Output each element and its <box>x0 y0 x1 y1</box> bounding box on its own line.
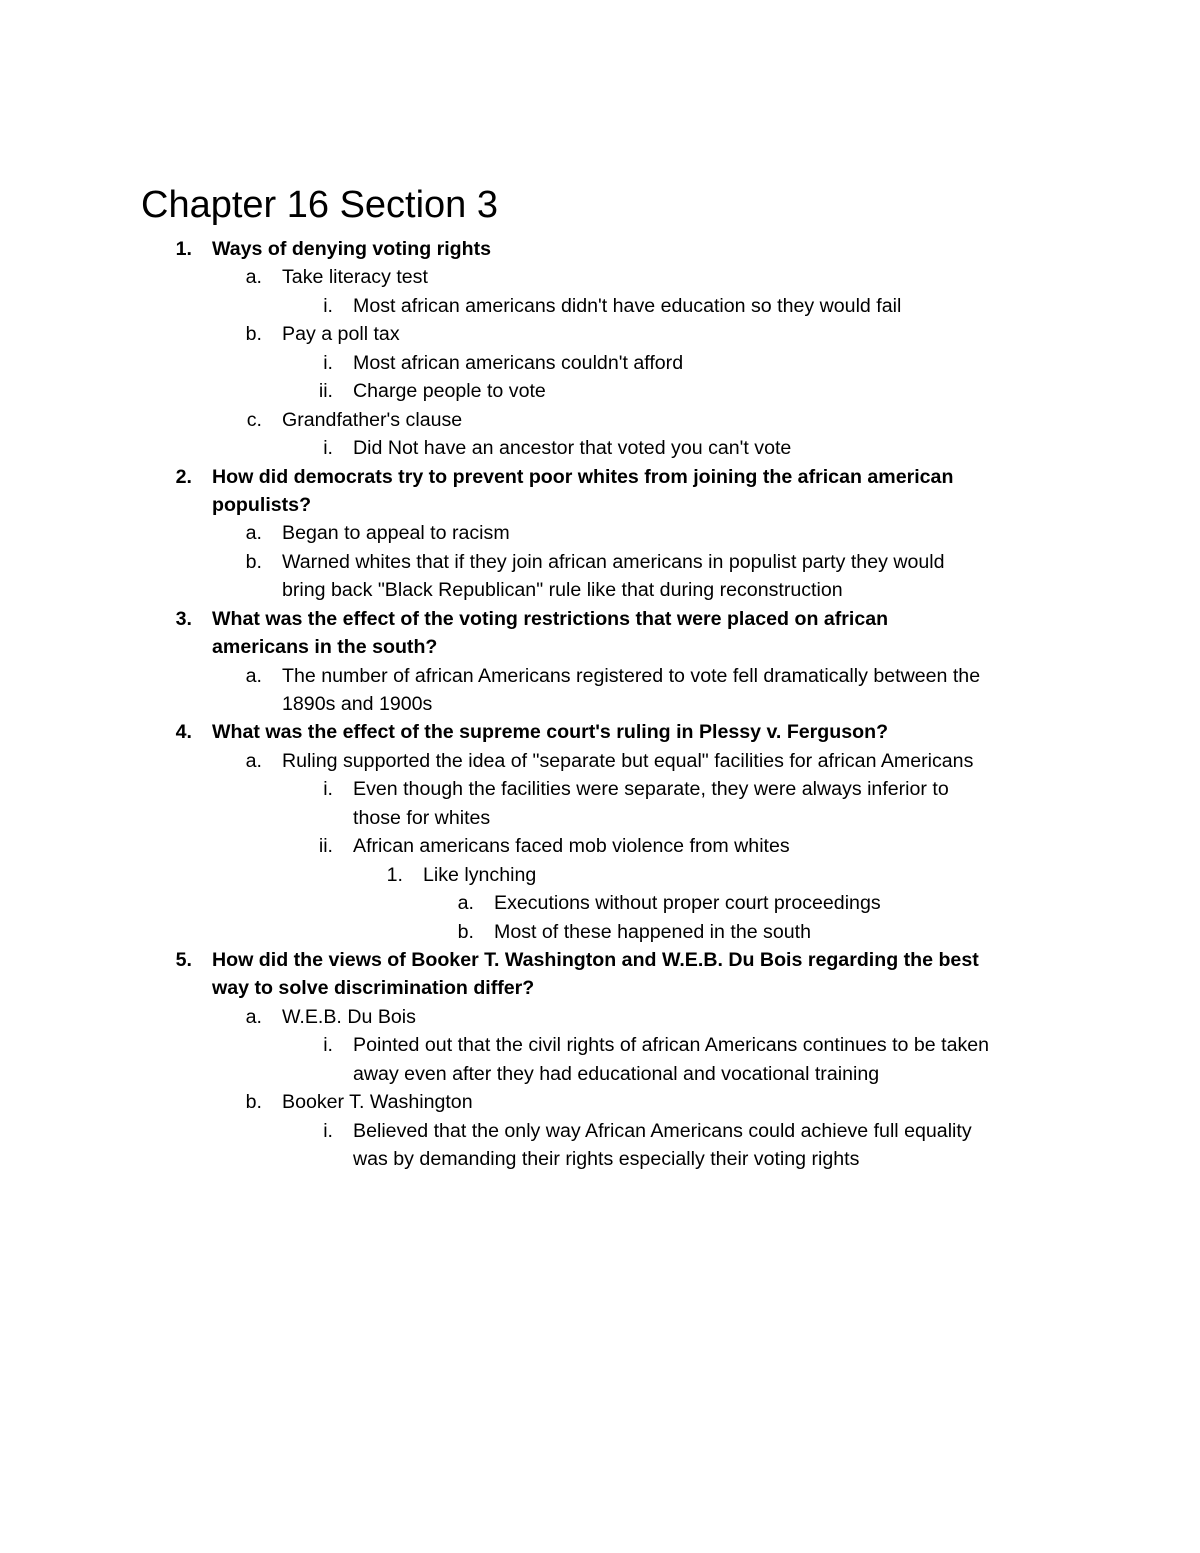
list-marker: b. <box>245 323 262 346</box>
outline-item-level-0 <box>0 946 1200 974</box>
list-marker: c. <box>246 408 262 431</box>
outline-item-level-3 <box>0 861 1200 889</box>
outline-item-level-0 <box>0 605 1200 633</box>
outline-item-level-0 <box>0 974 1200 1002</box>
list-item-text: How did democrats try to prevent poor whites from joining the african american <box>212 465 954 488</box>
list-item-text: Even though the facilities were separate, they were always inferior to <box>353 778 949 801</box>
page-title: Chapter 16 Section 3 <box>141 184 499 226</box>
outline-item-level-1 <box>0 662 1200 690</box>
outline-item-level-0 <box>0 463 1200 491</box>
list-marker: ii. <box>318 835 333 858</box>
list-marker: a. <box>245 1005 262 1028</box>
list-item-text: those for whites <box>353 806 491 829</box>
list-item-text: 1890s and 1900s <box>282 693 433 715</box>
list-item-text: Booker T. Washington <box>282 1091 473 1114</box>
outline-item-level-0 <box>0 633 1200 661</box>
outline-item-level-0 <box>0 491 1200 519</box>
outline-item-level-1 <box>0 576 1200 604</box>
list-item-text: The number of african Americans registered to vote fell dramatically between the <box>282 664 981 687</box>
outline-item-level-4 <box>0 918 1200 946</box>
list-item-text: Like lynching <box>423 863 537 886</box>
list-marker: ii. <box>318 380 333 403</box>
list-marker: b. <box>457 920 474 943</box>
list-marker: a. <box>245 266 262 289</box>
list-item-text: away even after they had educational and vocational training <box>353 1062 880 1085</box>
list-item-text: Ruling supported the idea of "separate but equal" facilities for african Americans <box>282 749 974 772</box>
list-item-text: Most of these happened in the south <box>494 920 811 943</box>
list-marker: i. <box>323 1119 333 1142</box>
list-item-text: bring back "Black Republican" rule like that during reconstruction <box>282 579 843 602</box>
outline-item-level-2 <box>0 1060 1200 1088</box>
list-marker: a. <box>457 892 474 915</box>
list-item-text: americans in the south? <box>212 636 438 659</box>
outline-item-level-1 <box>0 1088 1200 1116</box>
list-marker: 1. <box>386 863 403 886</box>
outline-item-level-0 <box>0 718 1200 746</box>
outline-item-level-1 <box>0 747 1200 775</box>
list-marker: 1. <box>175 238 192 260</box>
list-item-text: What was the effect of the voting restrictions that were placed on african <box>212 607 889 630</box>
list-marker: 3. <box>175 607 192 630</box>
list-item-text: Executions without proper court proceedings <box>494 892 881 915</box>
outline-item-level-2 <box>0 804 1200 832</box>
outline-item-level-1 <box>0 548 1200 576</box>
list-marker: i. <box>323 351 333 374</box>
outline-item-level-2 <box>0 377 1200 405</box>
outline-item-level-1 <box>0 519 1200 547</box>
outline-item-level-2 <box>0 434 1200 462</box>
list-marker: 4. <box>175 721 192 744</box>
list-item-text: Warned whites that if they join african americans in populist party they would <box>282 550 945 573</box>
list-item-text: W.E.B. Du Bois <box>282 1005 416 1028</box>
list-marker: b. <box>245 550 262 573</box>
list-marker: 5. <box>175 948 192 971</box>
list-item-text: Believed that the only way African Americans could achieve full equality <box>353 1119 972 1142</box>
list-item-text: Pointed out that the civil rights of african Americans continues to be taken <box>353 1034 990 1057</box>
list-item-text: Began to appeal to racism <box>282 522 510 545</box>
list-marker: a. <box>245 522 262 545</box>
outline-item-level-1 <box>0 1003 1200 1031</box>
outline-item-level-1 <box>0 320 1200 348</box>
list-item-text: Most african americans couldn't afford <box>353 351 684 374</box>
outline-item-level-2 <box>0 1145 1200 1173</box>
list-item-text: Did Not have an ancestor that voted you can't vote <box>353 437 792 460</box>
outline-item-level-2 <box>0 349 1200 377</box>
outline-item-level-4 <box>0 889 1200 917</box>
outline-item-level-2 <box>0 1117 1200 1145</box>
list-item-text: Most african americans didn't have education so they would fail <box>353 294 902 317</box>
list-item-text: African americans faced mob violence from whites <box>353 835 790 858</box>
list-item-text: What was the effect of the supreme court's ruling in Plessy v. Ferguson? <box>212 721 889 744</box>
outline-list <box>0 235 1200 1173</box>
outline-item-level-2 <box>0 775 1200 803</box>
list-item-text: Pay a poll tax <box>282 323 400 346</box>
list-item-text: Take literacy test <box>282 266 428 289</box>
list-marker: i. <box>323 437 333 460</box>
list-marker: 2. <box>175 465 192 488</box>
list-marker: i. <box>323 1034 333 1057</box>
outline-item-level-1 <box>0 690 1200 718</box>
outline-item-level-2 <box>0 832 1200 860</box>
outline-item-level-0 <box>0 235 1200 263</box>
list-marker: b. <box>245 1091 262 1114</box>
list-marker: a. <box>245 664 262 687</box>
list-item-text: Charge people to vote <box>353 380 546 403</box>
list-item-text: How did the views of Booker T. Washington and W.E.B. Du Bois regarding the best <box>212 948 979 971</box>
list-marker: a. <box>245 749 262 772</box>
list-item-text: Grandfather's clause <box>282 408 463 431</box>
list-marker: i. <box>323 294 333 317</box>
list-item-text: way to solve discrimination differ? <box>212 977 535 1000</box>
outline-item-level-2 <box>0 292 1200 320</box>
list-item-text: was by demanding their rights especially their voting rights <box>353 1148 860 1170</box>
list-marker: i. <box>323 778 333 801</box>
list-item-text: populists? <box>212 493 312 516</box>
list-item-text: Ways of denying voting rights <box>212 238 492 260</box>
outline-item-level-1 <box>0 263 1200 291</box>
outline-item-level-1 <box>0 406 1200 434</box>
outline-item-level-2 <box>0 1031 1200 1059</box>
